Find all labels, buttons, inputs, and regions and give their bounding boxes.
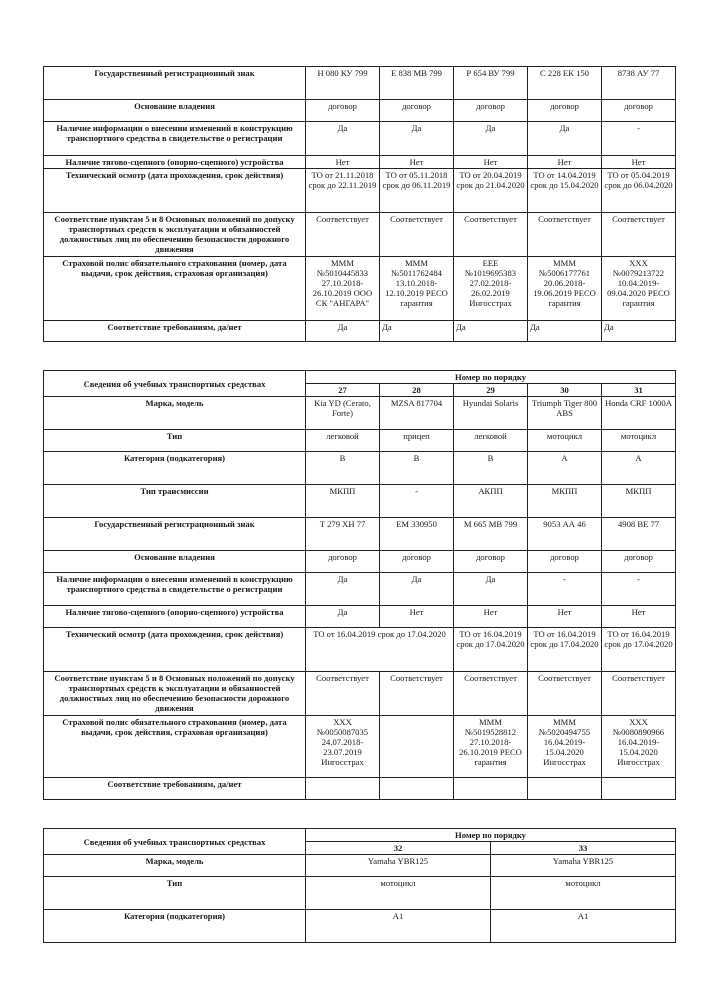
table-row [44, 169, 676, 213]
column-number: 29 [454, 384, 528, 397]
row-label: Соответствие пунктам 5 и 8 Основных положений по допуску транспортных средств к эксплуатации и обязанностей должностных лиц по обеспечению безопасности дорожного движения [44, 672, 306, 716]
cell: Нет [380, 606, 454, 628]
column-number: 30 [528, 384, 602, 397]
cell: Нет [602, 156, 676, 169]
cell: договор [306, 100, 380, 122]
row-label: Категория (подкатегория) [44, 910, 306, 943]
number-header: Номер по порядку [306, 829, 676, 842]
cell: ТО от 16.04.2019 срок до 17.04.2020 [454, 628, 528, 672]
table-header-row [44, 829, 676, 842]
cell [306, 778, 380, 800]
row-label: Страховой полис обязательного страхования (номер, дата выдачи, срок действия, страховая организация) [44, 257, 306, 321]
column-number: 28 [380, 384, 454, 397]
cell: Соответствует [380, 213, 454, 257]
row-label: Основание владения [44, 551, 306, 573]
table-row [44, 910, 676, 943]
cell: ТО от 05.04.2019 срок до 06.04.2020 [602, 169, 676, 213]
cell: договор [454, 551, 528, 573]
cell: МММ №5019528812 27.10.2018-26.10.2019 РЕСО гарантия [454, 716, 528, 778]
table-row [44, 397, 676, 430]
cell: Нет [528, 156, 602, 169]
cell: Kia YD (Cerato, Forte) [306, 397, 380, 430]
cell: Да [602, 321, 676, 342]
cell: Honda CRF 1000A [602, 397, 676, 430]
cell: мотоцикл [491, 877, 676, 910]
cell: Hyundai Solaris [454, 397, 528, 430]
row-label: Наличие информации о внесении изменений в конструкцию транспортного средства в свидетельстве о регистрации [44, 122, 306, 156]
cell [454, 778, 528, 800]
cell: Соответствует [602, 672, 676, 716]
column-number: 33 [491, 842, 676, 855]
table-row [44, 321, 676, 342]
cell: Да [306, 606, 380, 628]
row-label: Тип [44, 430, 306, 452]
cell: - [380, 485, 454, 518]
row-label: Категория (подкатегория) [44, 452, 306, 485]
cell: легковой [454, 430, 528, 452]
table-row [44, 672, 676, 716]
cell: - [528, 573, 602, 606]
row-label: Марка, модель [44, 397, 306, 430]
cell: мотоцикл [306, 877, 491, 910]
cell: ТО от 16.04.2019 срок до 17.04.2020 [602, 628, 676, 672]
table-row [44, 855, 676, 877]
cell: договор [528, 100, 602, 122]
cell: договор [306, 551, 380, 573]
cell: С 228 ЕК 150 [528, 67, 602, 100]
cell: легковой [306, 430, 380, 452]
cell: договор [602, 551, 676, 573]
cell: Р 654 ВУ 799 [454, 67, 528, 100]
table-row [44, 430, 676, 452]
row-label: Технический осмотр (дата прохождения, срок действия) [44, 169, 306, 213]
table-row [44, 213, 676, 257]
cell: ТО от 21.11.2018 срок до 22.11.2019 [306, 169, 380, 213]
cell: Triumph Tiger 800 ABS [528, 397, 602, 430]
cell: Да [306, 122, 380, 156]
cell: МММ №5006177761 20.06.2018-19.06.2019 РЕСО гарантия [528, 257, 602, 321]
cell: Да [454, 573, 528, 606]
table-row [44, 518, 676, 551]
table-row [44, 485, 676, 518]
cell: ХХХ №0080890966 16.04.2019-15.04.2020 Ингосстрах [602, 716, 676, 778]
cell: B [380, 452, 454, 485]
table-row [44, 551, 676, 573]
cell: ХХХ №0079213722 10.04.2019-09.04.2020 РЕСО гарантия [602, 257, 676, 321]
cell: договор [380, 100, 454, 122]
section-title: Сведения об учебных транспортных средствах [44, 829, 306, 855]
cell [602, 778, 676, 800]
cell: Да [306, 573, 380, 606]
cell: Соответствует [528, 672, 602, 716]
table-row [44, 877, 676, 910]
cell [380, 716, 454, 778]
vehicles-table-1 [43, 66, 676, 342]
cell: Соответствует [306, 213, 380, 257]
row-label: Соответствие пунктам 5 и 8 Основных положений по допуску транспортных средств к эксплуатации и обязанностей должностных лиц по обеспечению безопасности дорожного движения [44, 213, 306, 257]
row-label: Государственный регистрационный знак [44, 67, 306, 100]
cell: Соответствует [306, 672, 380, 716]
cell: Т 279 ХН 77 [306, 518, 380, 551]
cell: Да [528, 321, 602, 342]
cell: Нет [602, 606, 676, 628]
column-number: 31 [602, 384, 676, 397]
cell: МКПП [602, 485, 676, 518]
row-label: Государственный регистрационный знак [44, 518, 306, 551]
cell: A1 [491, 910, 676, 943]
number-header: Номер по порядку [306, 371, 676, 384]
vehicles-table-2 [43, 370, 676, 800]
row-label: Наличие тягово-сцепного (опорно-сцепного) устройства [44, 156, 306, 169]
cell: B [454, 452, 528, 485]
table-row [44, 716, 676, 778]
cell: Да [528, 122, 602, 156]
cell: Да [380, 122, 454, 156]
cell: ТО от 16.04.2019 срок до 17.04.2020 [528, 628, 602, 672]
cell: Нет [306, 156, 380, 169]
row-label: Марка, модель [44, 855, 306, 877]
cell: Нет [454, 156, 528, 169]
cell: Да [454, 122, 528, 156]
cell: 9053 АА 46 [528, 518, 602, 551]
table-row [44, 573, 676, 606]
cell: договор [380, 551, 454, 573]
vehicles-table-3 [43, 828, 676, 943]
row-label: Основание владения [44, 100, 306, 122]
cell: - [602, 122, 676, 156]
cell: Yamaha YBR125 [491, 855, 676, 877]
cell: ЕМ 330950 [380, 518, 454, 551]
cell: Да [380, 573, 454, 606]
cell: Yamaha YBR125 [306, 855, 491, 877]
cell: договор [454, 100, 528, 122]
cell: A1 [306, 910, 491, 943]
table-row [44, 452, 676, 485]
cell: Соответствует [454, 672, 528, 716]
table-row [44, 122, 676, 156]
row-label: Тип трансмиссии [44, 485, 306, 518]
cell: 8738 АУ 77 [602, 67, 676, 100]
cell: A [528, 452, 602, 485]
cell: МКПП [528, 485, 602, 518]
row-label: Соответствие требованиям, да/нет [44, 321, 306, 342]
cell: ТО от 05.11.2018 срок до 06.11.2019 [380, 169, 454, 213]
cell: мотоцикл [528, 430, 602, 452]
cell: Соответствует [528, 213, 602, 257]
cell: ТО от 20.04.2019 срок до 21.04.2020 [454, 169, 528, 213]
table-row [44, 100, 676, 122]
table-row [44, 778, 676, 800]
cell: A [602, 452, 676, 485]
cell: Да [306, 321, 380, 342]
table-row [44, 257, 676, 321]
cell: Нет [454, 606, 528, 628]
row-label: Технический осмотр (дата прохождения, срок действия) [44, 628, 306, 672]
cell [380, 778, 454, 800]
cell: Соответствует [380, 672, 454, 716]
row-label: Соответствие требованиям, да/нет [44, 778, 306, 800]
cell [528, 778, 602, 800]
column-number: 32 [306, 842, 491, 855]
cell: Соответствует [454, 213, 528, 257]
cell: Соответствует [602, 213, 676, 257]
table-row [44, 628, 676, 672]
cell: МММ №5010445833 27.10.2018-26.10.2019 ООО СК "АНГАРА" [306, 257, 380, 321]
cell: Да [380, 321, 454, 342]
cell: МКПП [306, 485, 380, 518]
cell: - [602, 573, 676, 606]
cell: B [306, 452, 380, 485]
cell: 4908 ВЕ 77 [602, 518, 676, 551]
cell: Да [454, 321, 528, 342]
cell: Е 838 МВ 799 [380, 67, 454, 100]
cell: договор [602, 100, 676, 122]
row-label: Наличие тягово-сцепного (опорно-сцепного) устройства [44, 606, 306, 628]
row-label: Тип [44, 877, 306, 910]
table-header-row [44, 371, 676, 384]
cell: ТО от 14.04.2019 срок до 15.04.2020 [528, 169, 602, 213]
cell: ЕЕЕ №1019695383 27.02.2018-26.02.2019 Ингосстрах [454, 257, 528, 321]
cell: МММ №5011762484 13.10.2018-12.10.2019 РЕСО гарантия [380, 257, 454, 321]
cell: договор [528, 551, 602, 573]
cell: мотоцикл [602, 430, 676, 452]
row-label: Наличие информации о внесении изменений в конструкцию транспортного средства в свидетельстве о регистрации [44, 573, 306, 606]
table-row [44, 156, 676, 169]
cell: АКПП [454, 485, 528, 518]
table-row [44, 67, 676, 100]
cell: прицеп [380, 430, 454, 452]
cell: ТО от 16.04.2019 срок до 17.04.2020 [306, 628, 454, 672]
section-title: Сведения об учебных транспортных средствах [44, 371, 306, 397]
column-number: 27 [306, 384, 380, 397]
cell: МММ №5020494755 16.04.2019-15.04.2020 Ингосстрах [528, 716, 602, 778]
cell: Нет [380, 156, 454, 169]
cell: М 665 МВ 799 [454, 518, 528, 551]
cell: MZSA 817704 [380, 397, 454, 430]
cell: ХХХ №0050087035 24.07.2018-23.07.2019 Ингосстрах [306, 716, 380, 778]
cell: Нет [528, 606, 602, 628]
table-row [44, 606, 676, 628]
row-label: Страховой полис обязательного страхования (номер, дата выдачи, срок действия, страховая организация) [44, 716, 306, 778]
cell: Н 080 КУ 799 [306, 67, 380, 100]
